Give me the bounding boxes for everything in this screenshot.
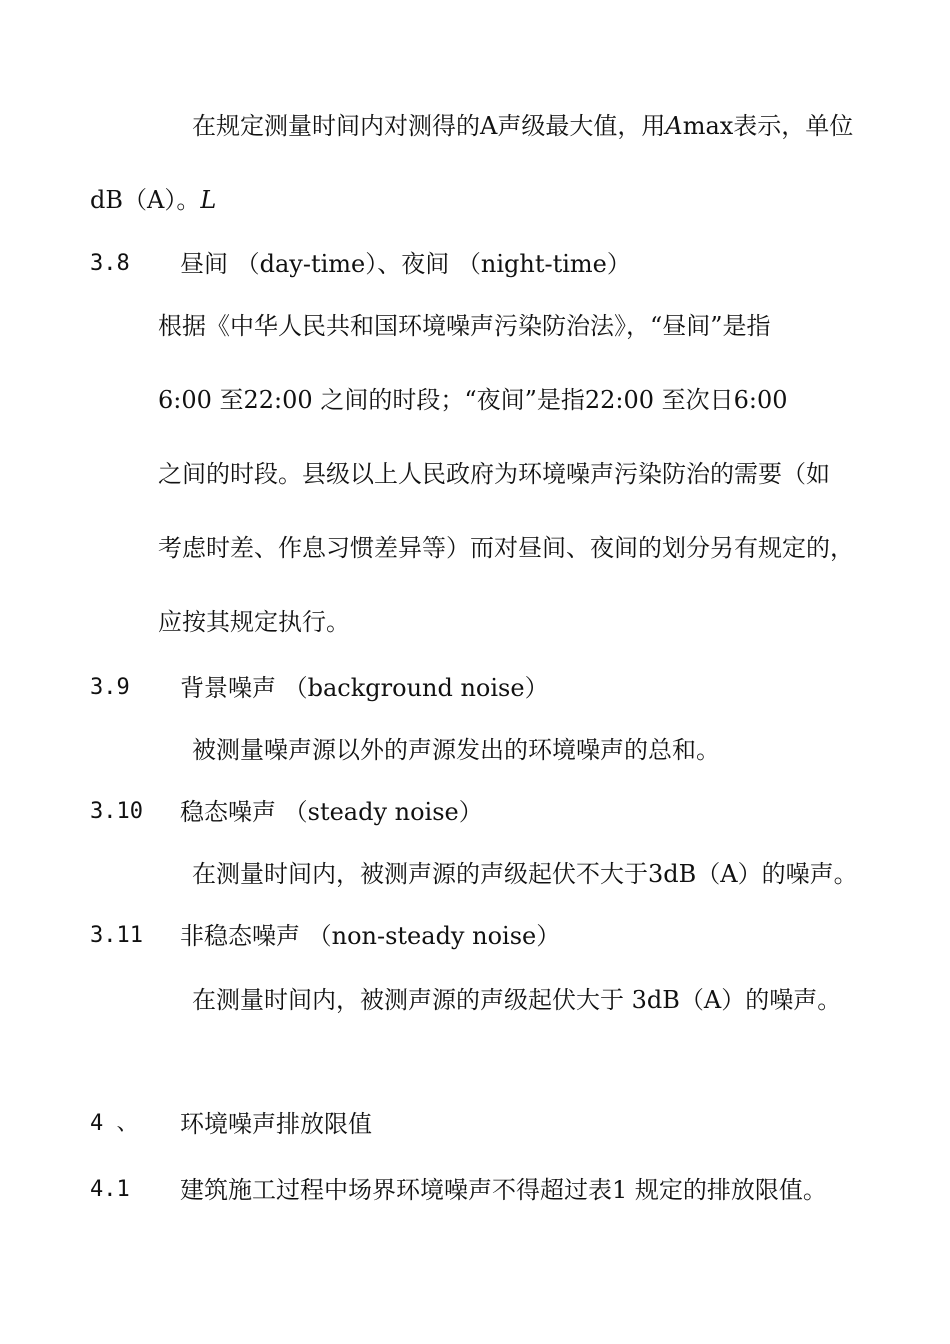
symbol: A [665,112,683,140]
text: 在规定测量时间内对测得的A声级最大值，用 [192,112,666,140]
section-title: 昼间 （day-time）、夜间 （night-time） [180,250,631,278]
paragraph-line: 被测量噪声源以外的声源发出的环境噪声的总和。 [192,736,720,764]
section-number: 3.11 [90,923,143,948]
paragraph-line: 建筑施工过程中场界环境噪声不得超过表1 规定的排放限值。 [180,1176,827,1204]
section-title: 环境噪声排放限值 [180,1110,372,1138]
section-number: 4 、 [90,1111,139,1136]
paragraph-line: 根据《中华人民共和国环境噪声污染防治法》，“昼间”是指 [158,312,771,340]
paragraph-line: 考虑时差、作息习惯差异等）而对昼间、夜间的划分另有规定的， [158,534,854,562]
paragraph-line [192,110,853,142]
paragraph-line: 之间的时段。县级以上人民政府为环境噪声污染防治的需要（如 [158,460,830,488]
paragraph-line: 在测量时间内，被测声源的声级起伏大于 3dB（A）的噪声。 [192,986,842,1014]
section-number: 3.10 [90,799,143,824]
section-number: 4.1 [90,1177,130,1202]
text: dB（A）。 [90,186,201,214]
section-title: 非稳态噪声 （non-steady noise） [180,922,561,950]
paragraph-line: 6:00 至22:00 之间的时段；“夜间”是指22:00 至次日6:00 [158,386,788,414]
section-title: 稳态噪声 （steady noise） [180,798,483,826]
symbol: L [200,186,217,214]
paragraph-line: 在测量时间内，被测声源的声级起伏不大于3dB（A）的噪声。 [192,860,858,888]
text: max表示，单位 [682,112,854,140]
section-title: 背景噪声 （background noise） [180,674,549,702]
paragraph-line [90,184,216,216]
paragraph-line: 应按其规定执行。 [158,608,350,636]
section-number: 3.8 [90,251,130,276]
section-number: 3.9 [90,675,130,700]
